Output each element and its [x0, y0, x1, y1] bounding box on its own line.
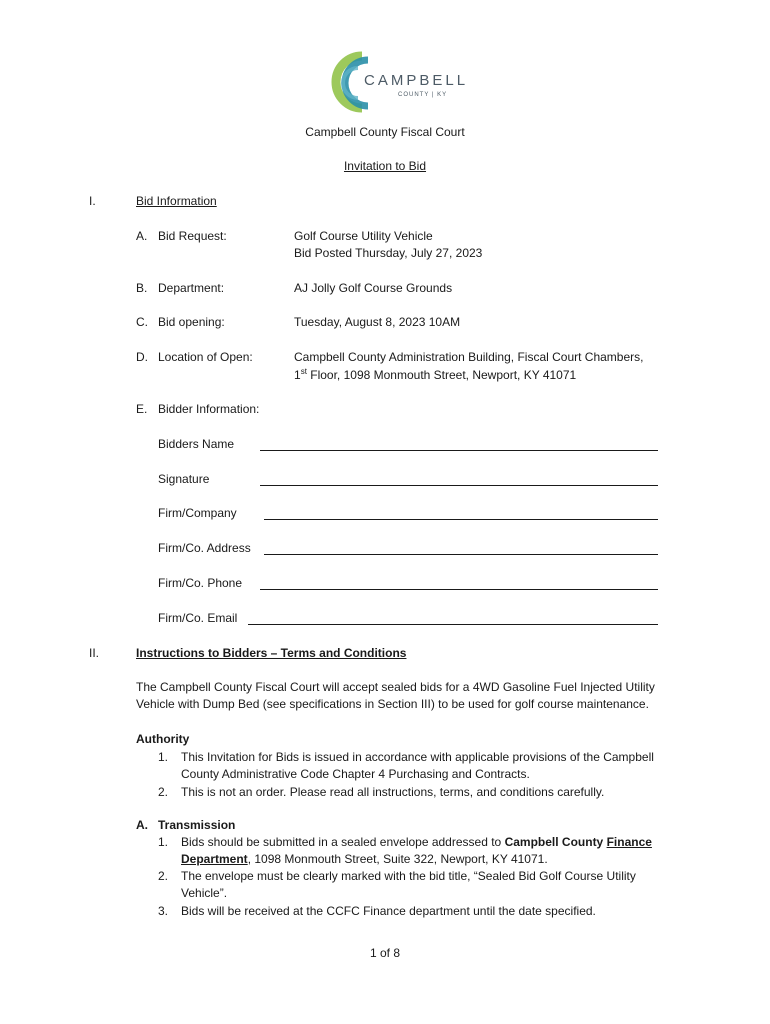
page-title: Invitation to Bid — [343, 159, 427, 173]
firm-phone-label: Firm/Co. Phone — [158, 576, 243, 590]
finance-link: Finance — [606, 835, 652, 849]
floor-number: 1 — [294, 368, 301, 382]
authority-1-line1: This Invitation for Bids is issued in accordance with applicable provisions of the Campbell — [181, 750, 654, 764]
transmission-1-bold: Campbell County — [504, 835, 607, 849]
item-b-label: Department: — [158, 281, 225, 295]
firm-address-label: Firm/Co. Address — [158, 541, 251, 555]
transmission-2-num: 2. — [158, 869, 169, 883]
firm-email-line[interactable] — [248, 624, 658, 625]
item-a-label: Bid Request: — [158, 229, 227, 243]
item-d-label: Location of Open: — [158, 350, 253, 364]
logo-word: CAMPBELL — [364, 72, 469, 89]
item-c-letter: C. — [136, 315, 148, 329]
firm-company-line[interactable] — [264, 519, 658, 520]
transmission-2-line1: The envelope must be clearly marked with the bid title, “Sealed Bid Golf Course Utility — [181, 869, 636, 883]
transmission-1-post: , 1098 Monmouth Street, Suite 322, Newport, KY 41071. — [247, 852, 548, 866]
item-e-label: Bidder Information: — [158, 402, 260, 416]
authority-2-num: 2. — [158, 785, 169, 799]
authority-1-line2: County Administrative Code Chapter 4 Purchasing and Contracts. — [181, 767, 530, 781]
firm-email-label: Firm/Co. Email — [158, 611, 238, 625]
bid-request-value: Golf Course Utility Vehicle — [294, 229, 433, 243]
section-1-numeral: I. — [89, 194, 96, 208]
transmission-2-line2: Vehicle”. — [181, 886, 228, 900]
transmission-1-pre: Bids should be submitted in a sealed envelope addressed to — [181, 835, 505, 849]
firm-company-label: Firm/Company — [158, 506, 237, 520]
logo-subtext: COUNTY | KY — [398, 92, 448, 98]
floor-suffix: st — [300, 367, 307, 376]
org-name: Campbell County Fiscal Court — [305, 125, 465, 139]
transmission-1-line1 — [181, 835, 652, 849]
transmission-heading: Transmission — [158, 818, 236, 832]
location-value-line1: Campbell County Administration Building, Fiscal Court Chambers, — [294, 350, 644, 364]
authority-heading: Authority — [136, 732, 190, 746]
signature-label: Signature — [158, 472, 210, 486]
firm-address-line[interactable] — [264, 554, 658, 555]
department-value: AJ Jolly Golf Course Grounds — [294, 281, 453, 295]
item-e-letter: E. — [136, 402, 148, 416]
signature-line[interactable] — [260, 485, 658, 486]
section-2-numeral: II. — [89, 646, 100, 660]
firm-phone-line[interactable] — [260, 589, 658, 590]
transmission-3-num: 3. — [158, 904, 169, 918]
intro-line-2: Vehicle with Dump Bed (see specifications in Section III) to be used for golf course maintenance. — [136, 697, 649, 711]
bid-posted-value: Bid Posted Thursday, July 27, 2023 — [294, 246, 483, 260]
location-value-line2 — [294, 367, 576, 382]
section-1-heading: Bid Information — [136, 194, 217, 208]
location-address: Floor, 1098 Monmouth Street, Newport, KY 41071 — [306, 368, 577, 382]
bidders-name-line[interactable] — [260, 450, 658, 451]
item-c-label: Bid opening: — [158, 315, 225, 329]
authority-1-num: 1. — [158, 750, 169, 764]
intro-line-1: The Campbell County Fiscal Court will accept sealed bids for a 4WD Gasoline Fuel Injected Utility — [136, 680, 655, 694]
transmission-letter: A. — [136, 818, 148, 832]
item-a-letter: A. — [136, 229, 148, 243]
page-number: 1 of 8 — [369, 946, 401, 960]
transmission-1-num: 1. — [158, 835, 169, 849]
department-link: Department — [181, 852, 248, 866]
item-b-letter: B. — [136, 281, 148, 295]
transmission-3-line1: Bids will be received at the CCFC Finance department until the date specified. — [181, 904, 596, 918]
bidders-name-label: Bidders Name — [158, 437, 235, 451]
transmission-1-line2 — [181, 852, 548, 866]
bid-opening-value: Tuesday, August 8, 2023 10AM — [294, 315, 461, 329]
item-d-letter: D. — [136, 350, 148, 364]
section-2-heading: Instructions to Bidders – Terms and Conditions — [136, 646, 407, 660]
campbell-county-logo — [318, 46, 469, 120]
authority-2-line1: This is not an order. Please read all instructions, terms, and conditions carefully. — [181, 785, 605, 799]
